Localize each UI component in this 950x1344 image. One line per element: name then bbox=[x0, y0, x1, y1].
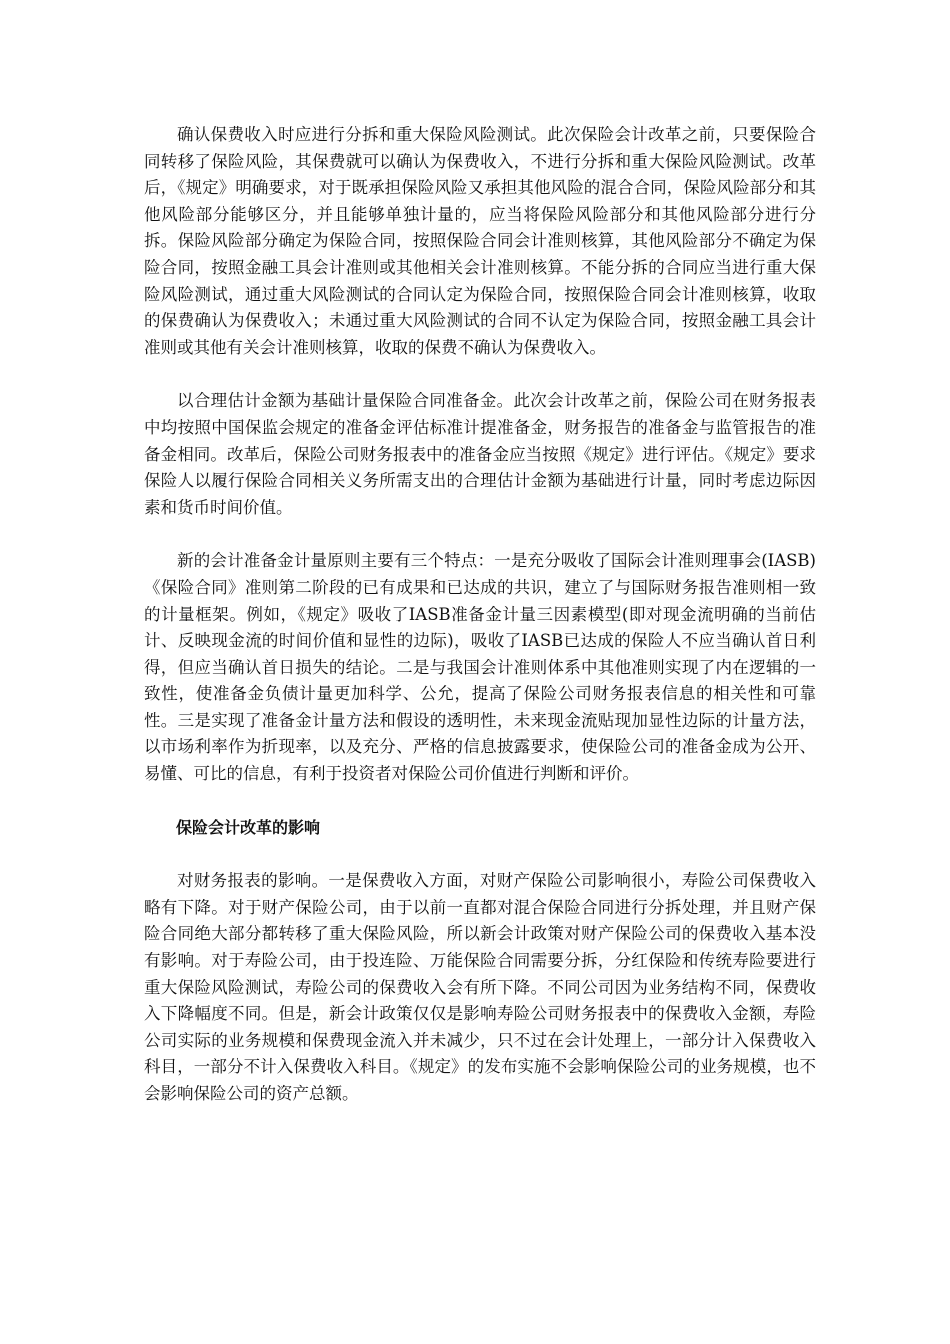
paragraph-reserve-features: 新的会计准备金计量原则主要有三个特点：一是充分吸收了国际会计准则理事会(IASB)《保险合同》准则第二阶段的已有成果和已达成的共识，建立了与国际财务报告准则相一致的计量框架。例如，《规定》吸收了IASB准备金计量三因素模型(即对现金流明确的当前估计、反映现金流的时间价值和显性的边际)，吸收了IASB已达成的保险人不应当确认首日利得，但应当确认首日损失的结论。二是与我国会计准则体系中其他准则实现了内在逻辑的一致性，使准备金负债计量更加科学、公允，提高了保险公司财务报表信息的相关性和可靠性。三是实现了准备金计量方法和假设的透明性，未来现金流贴现加显性边际的计量方法，以市场利率作为折现率，以及充分、严格的信息披露要求，使保险公司的准备金成为公开、易懂、可比的信息，有利于投资者对保险公司价值进行判断和评价。 bbox=[144, 551, 816, 784]
document-page bbox=[144, 122, 816, 1135]
paragraph-reserve-measurement: 以合理估计金额为基础计量保险合同准备金。此次会计改革之前，保险公司在财务报表中均按照中国保监会规定的准备金评估标准计提准备金，财务报告的准备金与监管报告的准备金相同。改革后，保险公司财务报表中的准备金应当按照《规定》进行评估。《规定》要求保险人以履行保险合同相关义务所需支出的合理估计金额为基础进行计量，同时考虑边际因素和货币时间价值。 bbox=[144, 391, 816, 517]
paragraph-premium-recognition: 确认保费收入时应进行分拆和重大保险风险测试。此次保险会计改革之前，只要保险合同转移了保险风险，其保费就可以确认为保费收入，不进行分拆和重大保险风险测试。改革后，《规定》明确要求，对于既承担保险风险又承担其他风险的混合合同，保险风险部分和其他风险部分能够区分，并且能够单独计量的，应当将保险风险部分和其他风险部分进行分拆。保险风险部分确定为保险合同，按照保险合同会计准则核算，其他风险部分不确定为保险合同，按照金融工具会计准则或其他相关会计准则核算。不能分拆的合同应当进行重大保险风险测试，通过重大风险测试的合同认定为保险合同，按照保险合同会计准则核算，收取的保费确认为保费收入；未通过重大风险测试的合同不认定为保险合同，按照金融工具会计准则或其他有关会计准则核算，收取的保费不确认为保费收入。 bbox=[144, 125, 816, 357]
section-heading: 保险会计改革的影响 bbox=[176, 817, 321, 837]
paragraph-financial-statement-impact: 对财务报表的影响。一是保费收入方面，对财产保险公司影响很小，寿险公司保费收入略有下降。对于财产保险公司，由于以前一直都对混合保险合同进行分拆处理，并且财产保险合同绝大部分都转移了重大保险风险，所以新会计政策对财产保险公司的保费收入基本没有影响。对于寿险公司，由于投连险、万能保险合同需要分拆，分红保险和传统寿险要进行重大保险风险测试，寿险公司的保费收入会有所下降。不同公司因为业务结构不同，保费收入下降幅度不同。但是，新会计政策仅仅是影响寿险公司财务报表中的保费收入金额，寿险公司实际的业务规模和保费现金流入并未减少，只不过在会计处理上，一部分计入保费收入科目，一部分不计入保费收入科目。《规定》的发布实施不会影响保险公司的业务规模，也不会影响保险公司的资产总额。 bbox=[144, 871, 816, 1103]
